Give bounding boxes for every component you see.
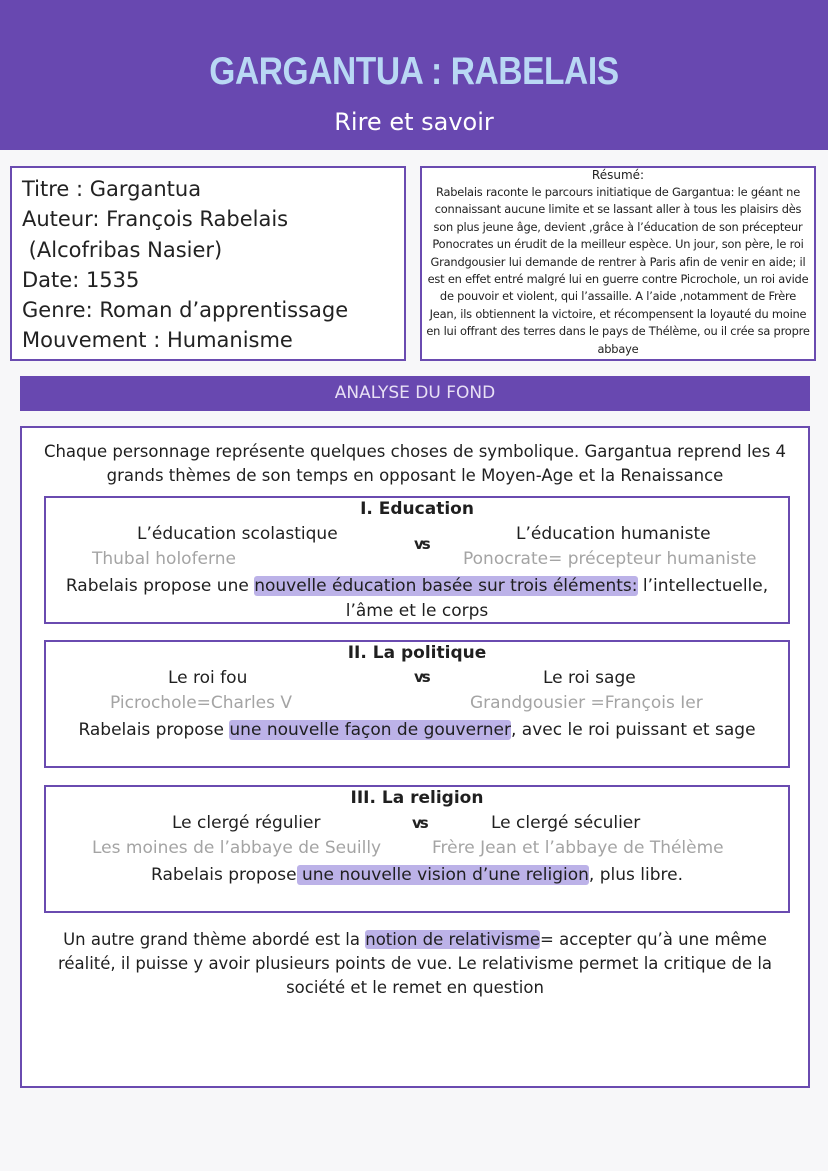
highlight-text: une nouvelle façon de gouverner bbox=[229, 720, 511, 740]
outro-start: Un autre grand thème abordé est la bbox=[63, 930, 366, 949]
info-title: Titre : Gargantua bbox=[22, 177, 202, 201]
left-example: Picrochole=Charles V bbox=[110, 693, 293, 713]
right-concept: Le roi sage bbox=[543, 668, 636, 688]
section-heading: I. Education bbox=[360, 499, 474, 519]
right-concept: Le clergé séculier bbox=[491, 813, 641, 833]
conclusion-end: l’intellectuelle, l’âme et le corps bbox=[345, 576, 769, 621]
section-heading: II. La politique bbox=[347, 643, 487, 663]
page-subtitle: Rire et savoir bbox=[334, 108, 494, 136]
right-example: Frère Jean et l’abbaye de Thélème bbox=[432, 838, 724, 858]
page-header bbox=[0, 0, 828, 150]
left-concept: Le roi fou bbox=[168, 668, 248, 688]
versus-icon: vs bbox=[414, 668, 429, 686]
versus-icon: vs bbox=[414, 535, 429, 553]
outro-end: = accepter qu’à une même réalité, il puisse y avoir plusieurs points de vue. Le relativisme permet la critique de la société et le remet en question bbox=[57, 930, 773, 997]
highlight-text: nouvelle éducation basée sur trois éléments: bbox=[254, 576, 638, 596]
summary-box bbox=[420, 166, 816, 361]
info-date: Date: 1535 bbox=[22, 267, 140, 292]
info-author: Auteur: François Rabelais bbox=[22, 207, 289, 232]
conclusion-start: Rabelais propose bbox=[151, 865, 297, 885]
right-example: Ponocrate= précepteur humaniste bbox=[463, 549, 757, 569]
conclusion-end: , plus libre. bbox=[588, 865, 683, 885]
summary-label: Résumé: bbox=[591, 168, 645, 182]
section-conclusion bbox=[52, 574, 782, 624]
info-movement: Mouvement : Humanisme bbox=[22, 328, 293, 353]
intro-text: Chaque personnage représente quelques choses de symbolique. Gargantua reprend les 4 grands thèmes de son temps en opposant le Moyen-Age et la Renaissance bbox=[43, 442, 787, 485]
summary-text: Rabelais raconte le parcours initiatique de Gargantua: le géant ne connaissant aucune limite et se lassant aller à tous les plaisirs dès son plus jeune âge, devient ,grâce à l’éducation de son précepteur Ponocrates un érudit de la meilleur espèce. Un jour, son père, le roi Grandgousier lui demande de rentrer à Paris afin de venir en aide; il est en effet entré malgré lui en guerre contre Picrochole, un roi avide de pouvoir et violent, qui l’assaille. A l’aide ,notamment de Frère Jean, ils obtiennent la victoire, et récompensent la loyauté du moine en lui offrant des terres dans le pays de Thélème, ou il crée sa propre abbaye bbox=[426, 185, 810, 356]
info-genre: Genre: Roman d’apprentissage bbox=[22, 298, 349, 323]
versus-icon: vs bbox=[412, 814, 427, 832]
highlight-text: notion de relativisme bbox=[365, 930, 541, 949]
section-heading: III. La religion bbox=[350, 788, 484, 808]
info-box bbox=[10, 166, 406, 361]
left-concept: Le clergé régulier bbox=[172, 813, 321, 833]
analysis-box bbox=[20, 426, 810, 1088]
section-politics bbox=[44, 640, 790, 768]
info-alias: (Alcofribas Nasier) bbox=[22, 237, 223, 262]
left-concept: L’éducation scolastique bbox=[137, 524, 338, 544]
section-education bbox=[44, 496, 790, 624]
left-example: Les moines de l’abbaye de Seuilly bbox=[92, 838, 382, 858]
highlight-text: une nouvelle vision d’une religion bbox=[296, 865, 589, 885]
section-banner: ANALYSE DU FOND bbox=[20, 376, 810, 411]
right-concept: L’éducation humaniste bbox=[516, 524, 711, 544]
conclusion-start: Rabelais propose bbox=[78, 720, 230, 740]
section-conclusion bbox=[52, 863, 782, 888]
section-religion bbox=[44, 785, 790, 913]
right-example: Grandgousier =François Ier bbox=[470, 693, 703, 713]
outro-text bbox=[32, 928, 798, 1000]
conclusion-end: , avec le roi puissant et sage bbox=[510, 720, 756, 740]
section-conclusion bbox=[52, 718, 782, 743]
conclusion-start: Rabelais propose une bbox=[65, 576, 255, 596]
left-example: Thubal holoferne bbox=[92, 549, 236, 569]
page-title: GARGANTUA : RABELAIS bbox=[209, 50, 619, 93]
